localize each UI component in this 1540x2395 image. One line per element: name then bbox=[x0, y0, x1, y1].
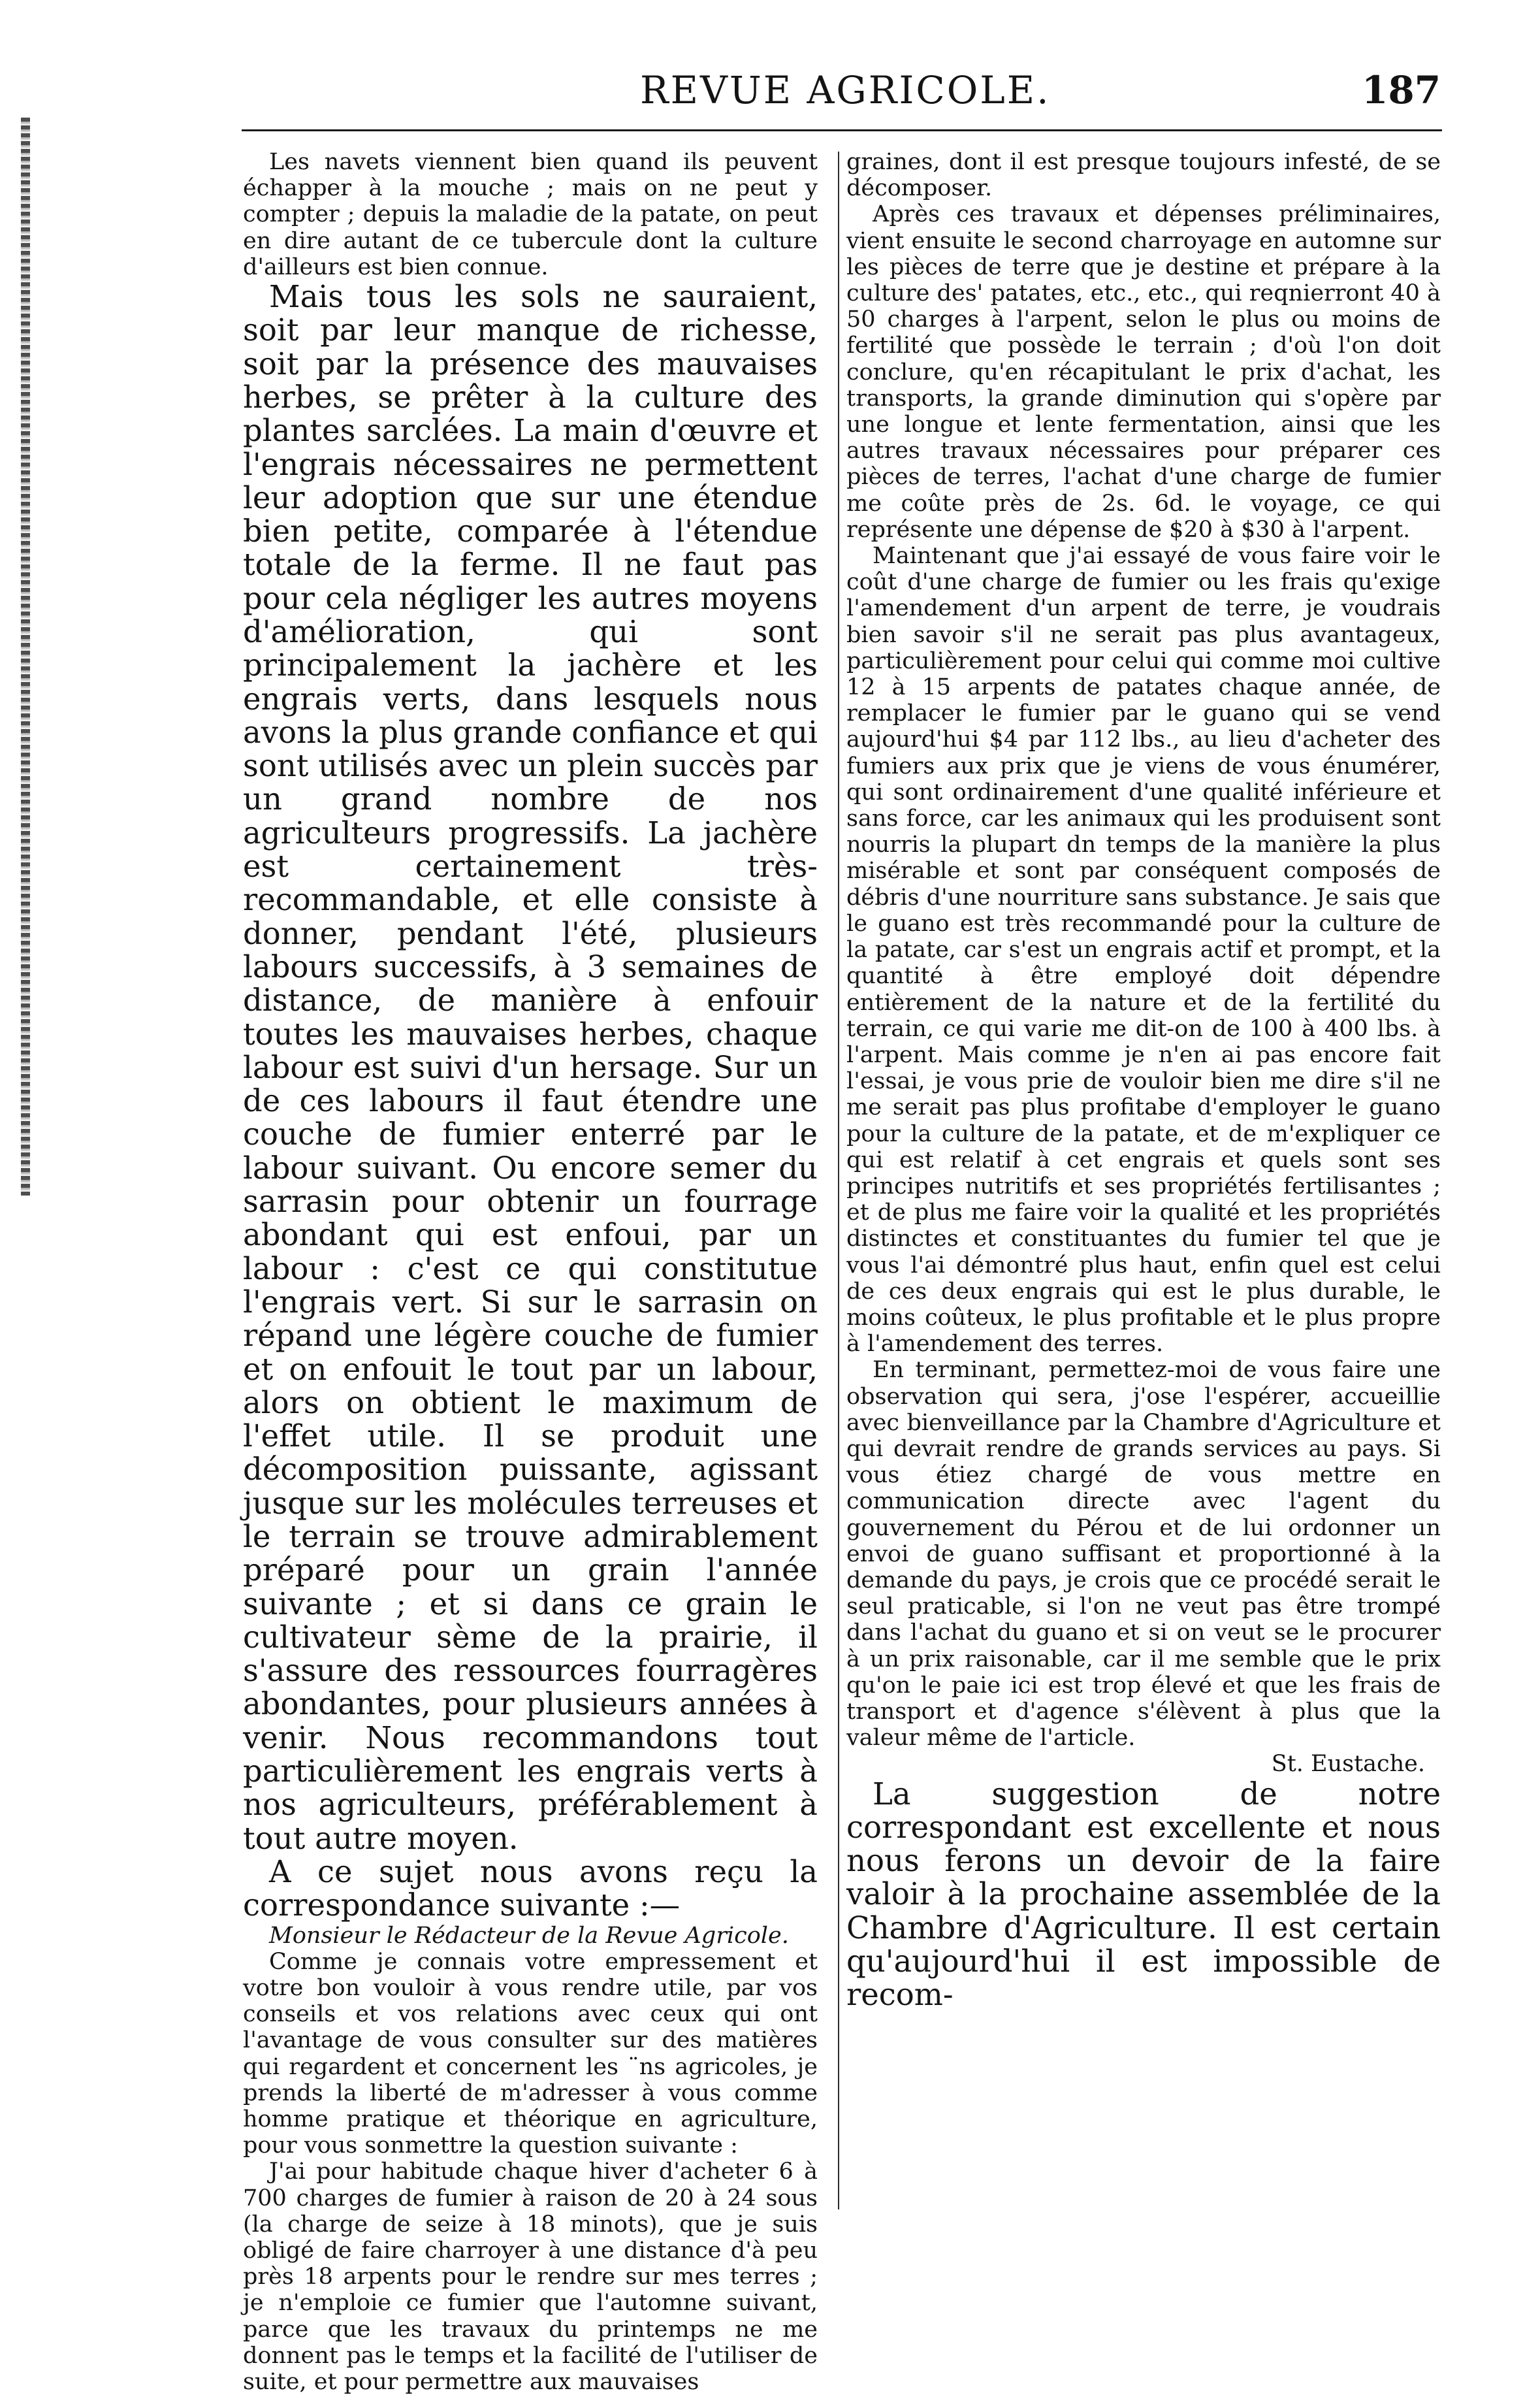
column-divider bbox=[838, 152, 839, 2209]
left-column bbox=[243, 149, 818, 2395]
paragraph: La suggestion de notre correspondant est excellente et nous nous ferons un devoir de la faire valoir à la prochaine assemblée de la Chambre d'Agriculture. Il est certain qu'aujourd'hui il est impossible de recom- bbox=[846, 1776, 1441, 2013]
paragraph: A ce sujet nous avons reçu la correspondance suivante :— bbox=[243, 1853, 818, 1923]
left-large-block bbox=[243, 280, 818, 1923]
letter-salutation: Monsieur le Rédacteur de la Revue Agricole. bbox=[269, 1922, 789, 1949]
paragraph: Mais tous les sols ne sauraient, soit par leur manque de richesse, soit par la présence des mauvaises herbes, se prêter à la culture des plantes sarclées. La main d'œuvre et l'engrais nécessaires ne permettent leur adoption que sur une étendue bien petite, comparée à l'étendue totale de la ferme. Il ne faut pas pour cela négliger les autres moyens d'amélioration, qui sont principalement la jachère et les engrais verts, dans lesquels nous avons la plus grande confiance et qui sont utilisés avec un plein succès par un grand nombre de nos agriculteurs progressifs. La jachère est certainement très-recommandable, et elle consiste à donner, pendant l'été, plusieurs labours successifs, à 3 semaines de distance, de manière à enfouir toutes les mauvaises herbes, chaque labour est suivi d'un hersage. Sur un de ces labours il faut étendre une couche de fumier enterré par le labour suivant. Ou encore semer du sarrasin pour obtenir un fourrage abondant qui est enfoui, par un labour : c'est ce qui constitutue l'engrais vert. Si sur le sarrasin on répand une légère couche de fumier et on enfouit le tout par un labour, alors on obtient le maximum de l'effet utile. Il se produit une décomposition puissante, agissant jusque sur les molécules terreuses et le terrain se trouve admirablement préparé pour un grain l'année suivante ; et si dans ce grain le cultivateur sème de la prairie, il s'assure des ressources fourragères abondantes, pour plusieurs années à venir. Nous recommandons tout particulièrement les engrais verts à nos agriculteurs, préférablement à tout autre moyen. bbox=[243, 279, 818, 1856]
right-large-block bbox=[846, 1778, 1441, 2012]
signature-place: St. Eustache. bbox=[1271, 1751, 1425, 1778]
paragraph: Maintenant que j'ai essayé de vous faire voir le coût d'une charge de fumier ou les frais qu'exige l'amendement d'un arpent de terre, je voudrais bien savoir s'il ne serait pas plus avantageux, particulièrement pour celui qui comme moi cultive 12 à 15 arpents de patates chaque année, de remplacer le fumier par le guano qui se vend aujourd'hui $4 par 112 lbs., au lieu d'acheter des fumiers aux prix que je viens de vous énumérer, qui sont ordinairement d'une qualité inférieure et sans force, car les animaux qui les produisent sont nourris la plupart dn temps de la manière la plus misérable et sont par conséquent composés de débris d'une nourriture sans substance. Je sais que le guano est très recommandé pour la culture de la patate, car s'est un engrais actif et prompt, et la quantité à être employé doit dépendre entièrement de la nature et de la fertilité du terrain, ce qui varie me dit-on de 100 à 400 lbs. à l'arpent. Mais comme je n'en ai pas encore fait l'essai, je vous prie de vouloir bien me dire s'il ne me serait pas plus profitabe d'employer le guano pour la culture de la patate, et de m'expliquer ce qui est relatif à cet engrais et quels sont ses principes nutritifs et ses propriétés fertilisantes ; et de plus me faire voir la qualité et les propriétés distinctes et constituantes du fumier tel que je vous l'ai démontré plus haut, enfin quel est celui de ces deux engrais qui est le plus durable, le moins coûteux, le plus profitable et le plus propre à l'amendement des terres. bbox=[846, 543, 1441, 1358]
running-title: REVUE AGRICOLE. bbox=[640, 68, 1051, 112]
paragraph: Après ces travaux et dépenses préliminaires, vient ensuite le second charroyage en automne sur les pièces de terre que je destine et prépare à la culture des' patates, etc., etc., qui reqnierront 40 à 50 charges à l'arpent, selon le plus ou moins de fertilité que possède le terrain ; d'où l'on doit conclure, qu'en récapitulant le prix d'achat, les transports, la grande diminution qui s'opère par une longue et lente fermentation, ainsi que les autres travaux nécessaires pour préparer ces pièces de terres, l'achat d'une charge de fumier me coûte près de 2s. 6d. le voyage, ce qui représente une dépense de $20 à $30 à l'arpent. bbox=[846, 201, 1441, 543]
paragraph: J'ai pour habitude chaque hiver d'acheter 6 à 700 charges de fumier à raison de 20 à 24 sous (la charge de seize à 18 minots), que je suis obligé de faire charroyer à une distance d'à peu près 18 arpents pour le rendre sur mes terres ; je n'emploie ce fumier que l'automne suivant, parce que les travaux du printemps ne me donnent pas le temps et la facilité de l'utiliser de suite, et pour permettre aux mauvaises bbox=[243, 2159, 818, 2395]
paragraph: Comme je connais votre empressement et votre bon vouloir à vous rendre utile, par vos conseils et vos relations avec ceux qui ont l'avantage de vous consulter sur des matières qui regardent et concernent les ¨ns agricoles, je prends la liberté de m'adresser à vous comme homme pratique et théorique en agriculture, pour vous sonmettre la question suivante : bbox=[243, 1948, 818, 2159]
left-small-block-2 bbox=[243, 1949, 818, 2395]
letter-signature bbox=[846, 1751, 1441, 1777]
paragraph: Les navets viennent bien quand ils peuvent échapper à la mouche ; mais on ne peut y compter ; depuis la maladie de la patate, on peut en dire autant de ce tubercule dont la culture d'ailleurs est bien connue. bbox=[243, 149, 818, 280]
page-header bbox=[0, 68, 1540, 114]
binding-edge bbox=[21, 118, 30, 1196]
header-rule bbox=[242, 129, 1442, 131]
right-column bbox=[846, 149, 1441, 2012]
paragraph: En terminant, permettez-moi de vous faire une observation qui sera, j'ose l'espérer, accueillie avec bienveillance par la Chambre d'Agriculture et qui devrait rendre de grands services au pays. Si vous étiez chargé de vous mettre en communication directe avec l'agent du gouvernement du Pérou et de lui ordonner un envoi de guano suffisant et proportionné à la demande du pays, je crois que ce procédé serait le seul praticable, si l'on ne veut pas être trompé dans l'achat du guano et si on veut se le procurer à un prix raisonable, car il me semble que le prix qu'on le paie ici est trop élevé et que les frais de transport et d'agence s'élèvent à plus que la valeur même de l'article. bbox=[846, 1357, 1441, 1751]
page-number: 187 bbox=[1362, 68, 1441, 112]
paragraph: graines, dont il est presque toujours infesté, de se décomposer. bbox=[846, 149, 1441, 202]
left-small-block-1 bbox=[243, 149, 818, 280]
